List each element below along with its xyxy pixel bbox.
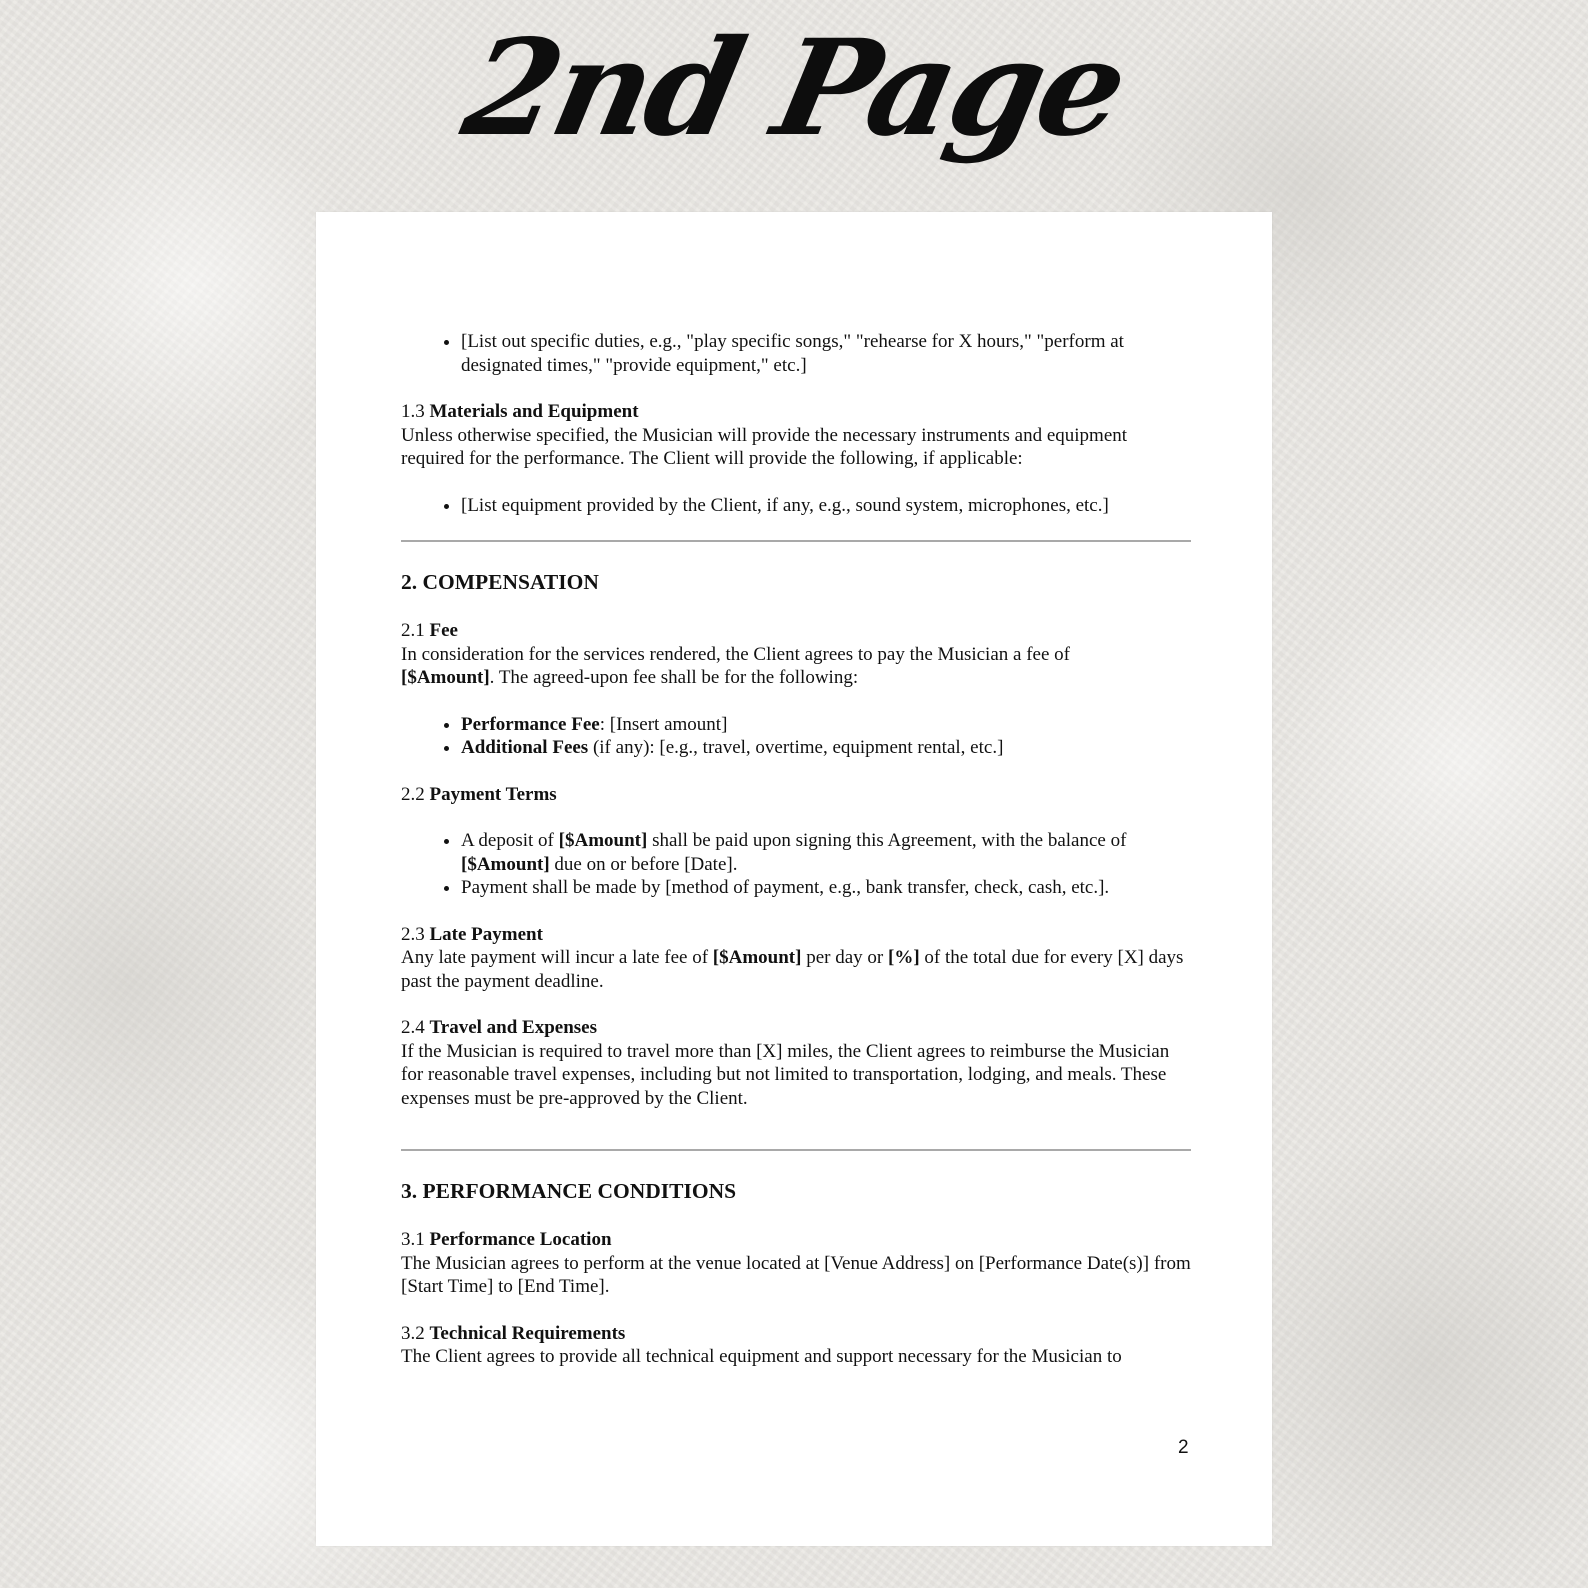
section-number: 3.2 (401, 1322, 425, 1344)
page-number: 2 (1178, 1437, 1189, 1458)
section-body: The Musician agrees to perform at the venue located at [Venue Address] on [Performance Date(s)] from [Start Time] to [End Time]. (401, 1252, 1191, 1297)
section-title: Performance Location (429, 1229, 612, 1250)
section-2-3 (401, 923, 1191, 994)
list-item (461, 736, 1191, 760)
section-heading-performance-conditions: 3. PERFORMANCE CONDITIONS (401, 1179, 737, 1203)
section-title: Travel and Expenses (429, 1017, 598, 1038)
section-2-1 (401, 619, 1191, 690)
list-item: • [List equipment provided by the Client, if any, e.g., sound system, microphones, etc.] (461, 494, 1191, 518)
list-item: • Payment shall be made by [method of payment, e.g., bank transfer, check, cash, etc.]. (461, 876, 1191, 900)
amount-placeholder: [$Amount] (558, 830, 648, 851)
section-body: The Client agrees to provide all technical equipment and support necessary for the Musician to (401, 1346, 1122, 1367)
section-heading-compensation: 2. COMPENSATION (401, 570, 599, 594)
section-number: 1.3 (401, 401, 425, 422)
section-divider (401, 1149, 1191, 1151)
section-number: 2.1 (401, 620, 425, 641)
section-1-3 (401, 400, 1191, 471)
section-body: per day or (801, 947, 888, 968)
fee-list (401, 713, 1191, 760)
section-2-4 (401, 1016, 1191, 1110)
item-text: shall be paid upon signing this Agreement, with the balance of (647, 830, 1127, 851)
payment-terms-list (401, 829, 1191, 900)
amount-placeholder: [$Amount] (461, 853, 550, 875)
item-text: A deposit of (461, 830, 559, 851)
section-body: Unless otherwise specified, the Musician will provide the necessary instruments and equipment required for the performance. The Client will provide the following, if applicable: (401, 424, 1128, 469)
section-body: of the total due for every [X] days past the payment deadline. (401, 947, 1184, 992)
section-title: Late Payment (429, 923, 543, 945)
item-text: (if any): [e.g., travel, overtime, equipment rental, etc.] (588, 737, 1004, 758)
document-page (316, 212, 1272, 1546)
section-title: Fee (429, 620, 458, 641)
amount-placeholder: [$Amount] (401, 667, 490, 688)
item-label: Performance Fee (461, 713, 600, 735)
section-body-cont: . The agreed-upon fee shall be for the following: (489, 667, 859, 688)
section-body: If the Musician is required to travel more than [X] miles, the Client agrees to reimburse the Musician for reasonable travel expenses, including but not limited to transportation, lodging, and meals. These expenses must be pre-approved by the Client. (401, 1040, 1170, 1109)
item-text: : [Insert amount] (599, 713, 728, 735)
list-item (461, 713, 1191, 737)
document-content (401, 330, 1191, 1392)
section-title: Technical Requirements (429, 1322, 626, 1344)
section-divider (401, 540, 1191, 542)
item-text: due on or before [Date]. (549, 853, 738, 875)
section-number: 2.2 (401, 783, 425, 805)
list-item (461, 829, 1191, 876)
section-body: In consideration for the services rendered, the Client agrees to pay the Musician a fee of (401, 643, 1070, 665)
client-equipment-list (401, 494, 1191, 518)
banner-title: 2nd Page (451, 11, 1137, 166)
section-body: Any late payment will incur a late fee of (401, 947, 713, 968)
section-2-2 (401, 783, 1191, 807)
item-label: Additional Fees (461, 737, 589, 758)
section-title: Payment Terms (429, 783, 557, 805)
duties-list (401, 330, 1191, 377)
section-number: 2.3 (401, 923, 425, 945)
section-number: 3.1 (401, 1229, 425, 1250)
section-number: 2.4 (401, 1017, 425, 1038)
list-item: • [List out specific duties, e.g., "play specific songs," "rehearse for X hours," "perform at designated times," "provide equipment," etc.] (461, 330, 1191, 377)
amount-placeholder: [$Amount] (712, 947, 802, 968)
section-3-2 (401, 1322, 1191, 1369)
section-title: Materials and Equipment (429, 401, 639, 422)
percent-placeholder: [%] (888, 947, 920, 968)
section-3-1 (401, 1228, 1191, 1299)
